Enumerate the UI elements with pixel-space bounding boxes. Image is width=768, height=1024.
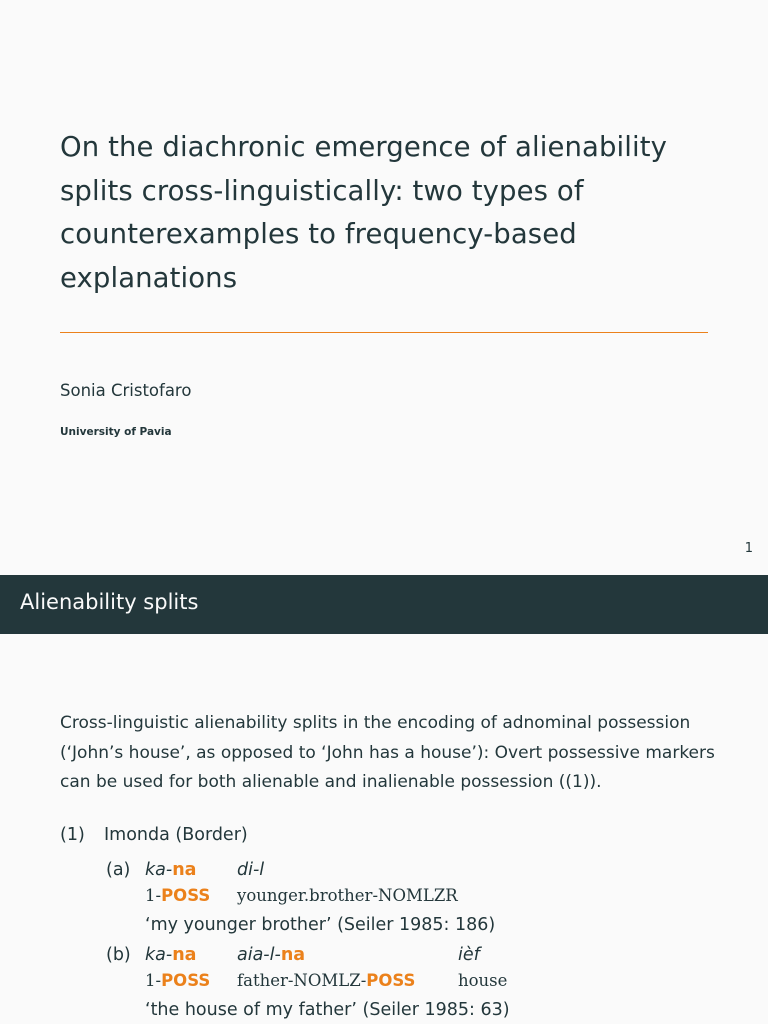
presentation-title: On the diachronic emergence of alienability splits cross-linguistically: two types of counterexamples to frequency-based explanations xyxy=(60,131,667,294)
example-a-word-1: ka-na xyxy=(145,860,197,880)
frame-title-bar xyxy=(0,575,768,634)
example-b-gloss-1: 1-POSS xyxy=(145,971,211,990)
example-number: (1) xyxy=(60,825,85,845)
affiliation: University of Pavia xyxy=(60,426,172,438)
example-a-word-2: di-l xyxy=(237,860,265,880)
author-name: Sonia Cristofaro xyxy=(60,381,192,400)
body-paragraph: Cross-linguistic alienability splits in the encoding of adnominal possession (‘John’s house’, as opposed to ‘John has a house’): Overt possessive markers can be used for both alienable and inalienable possession ((1)). xyxy=(60,713,715,792)
frame-title: Alienability splits xyxy=(20,590,199,614)
example-a-gloss-2: younger.brother-NOMLZR xyxy=(237,886,458,905)
example-b-gloss-2: father-NOMLZ-POSS xyxy=(237,971,416,990)
example-b-translation: ‘the house of my father’ (Seiler 1985: 63) xyxy=(145,1000,510,1020)
example-language: Imonda (Border) xyxy=(104,825,248,845)
example-a-translation: ‘my younger brother’ (Seiler 1985: 186) xyxy=(145,915,496,935)
page-number: 1 xyxy=(744,541,753,556)
example-a-label: (a) xyxy=(106,860,131,880)
example-a-gloss-1: 1-POSS xyxy=(145,886,211,905)
title-divider xyxy=(60,332,708,333)
example-b-word-3: ièf xyxy=(458,945,480,965)
example-b-word-1: ka-na xyxy=(145,945,197,965)
example-b-word-2: aia-l-na xyxy=(237,945,306,965)
example-b-label: (b) xyxy=(106,945,131,965)
example-b-gloss-3: house xyxy=(458,971,508,990)
